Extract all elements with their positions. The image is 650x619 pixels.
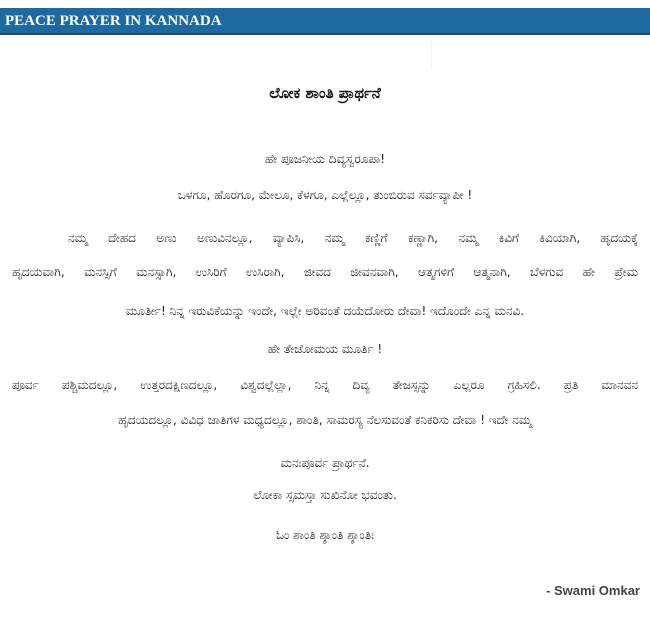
prayer-title: ಲೋಕ ಶಾಂತಿ ಪ್ರಾರ್ಥನೆ xyxy=(269,84,381,102)
page-header-bar xyxy=(0,8,650,35)
prayer-line: ಹೃದಯವಾಗಿ, ಮನಸ್ಸಿಗೆ ಮನಸ್ಸಾಗಿ, ಉಸಿರಿಗೆ ಉಸಿರಾಗಿ, ಜೀವದ ಜೀವನವಾಗಿ, ಆತ್ಮಗಳಿಗೆ ಆತ್ಮನಾಗಿ, ಬೆಳಗುವ ಹೇ ಪ್ರೇಮ xyxy=(12,265,638,279)
prayer-line: ಲೋಕಾ ಸ್ಸಮಸ್ತಾ ಸುಖಿನೋ ಭವಂತು. xyxy=(253,488,397,502)
prayer-line: ಪೂರ್ವ ಪಶ್ಚಿಮದಲ್ಲೂ, ಉತ್ತರದಕ್ಷಿಣದಲ್ಲೂ, ವಿಶ್ವದಲ್ಲೆಲ್ಲಾ, ನಿನ್ನ ದಿವ್ಯ ತೇಜಸ್ಸನ್ನು ಎಲ್ಲರೂ ಗ್ರಹಿಸಲಿ. ಪ್ರತಿ ಮಾನವನ xyxy=(12,378,638,392)
prayer-line: ಹೃದಯದಲ್ಲೂ, ವಿವಿಧ ಜಾತಿಗಳ ಮಧ್ಯದಲ್ಲೂ, ಶಾಂತಿ, ಸಾಮರಸ್ಯ ನೆಲಸುವಂತೆ ಕನಿಕರಿಸು ದೇವಾ ! ಇದೇ ನಮ್ಮ xyxy=(118,413,532,427)
page-title: PEACE PRAYER IN KANNADA xyxy=(5,13,222,29)
divider xyxy=(431,40,432,70)
prayer-line: ಮೂರ್ತೀ! ನಿನ್ನ ಇರುವಿಕೆಯನ್ನು ಇಂದೇ, ಇಲ್ಲೇ ಅರಿವಂತೆ ದಯೆದೋರು ದೇವಾ! ಇದೊಂದೇ ಎನ್ನ ಮನವಿ. xyxy=(125,304,525,318)
prayer-line: ಹೇ ತೇಜೋಮಯ ಮೂರ್ತಿ ! xyxy=(267,342,383,356)
prayer-line: ನಮ್ಮ ದೇಹದ ಅಣು ಅಣುವಿನಲ್ಲೂ, ವ್ಯಾಪಿಸಿ, ನಮ್ಮ ಕಣ್ಣಿಗೆ ಕಣ್ಣಾಗಿ, ನಮ್ಮ ಕಿವಿಗೆ ಕಿವಿಯಾಗಿ, ಹೃದಯಕ್ಕೆ xyxy=(68,231,638,245)
prayer-line: ಹೇ ಪೂಜನೀಯ ದಿವ್ಯಸ್ವರೂಪಾ! xyxy=(264,152,386,166)
prayer-line: ಓಂ ಶಾಂತಿ ಶ್ಶಾಂತಿ ಶ್ಶಾಂತಿಃ xyxy=(275,528,375,542)
prayer-line: ಮನಃಪೂರ್ವ ಪ್ರಾರ್ಥನೆ. xyxy=(280,456,370,470)
author-signature: - Swami Omkar xyxy=(546,583,640,598)
prayer-line: ಒಳಗೂ, ಹೊರಗೂ, ಮೇಲೂ, ಕೆಳಗೂ, ಎಲ್ಲೆಲ್ಲೂ, ತುಂಬಿರುವ ಸರ್ವವ್ಯಾಪೀ ! xyxy=(177,188,473,202)
